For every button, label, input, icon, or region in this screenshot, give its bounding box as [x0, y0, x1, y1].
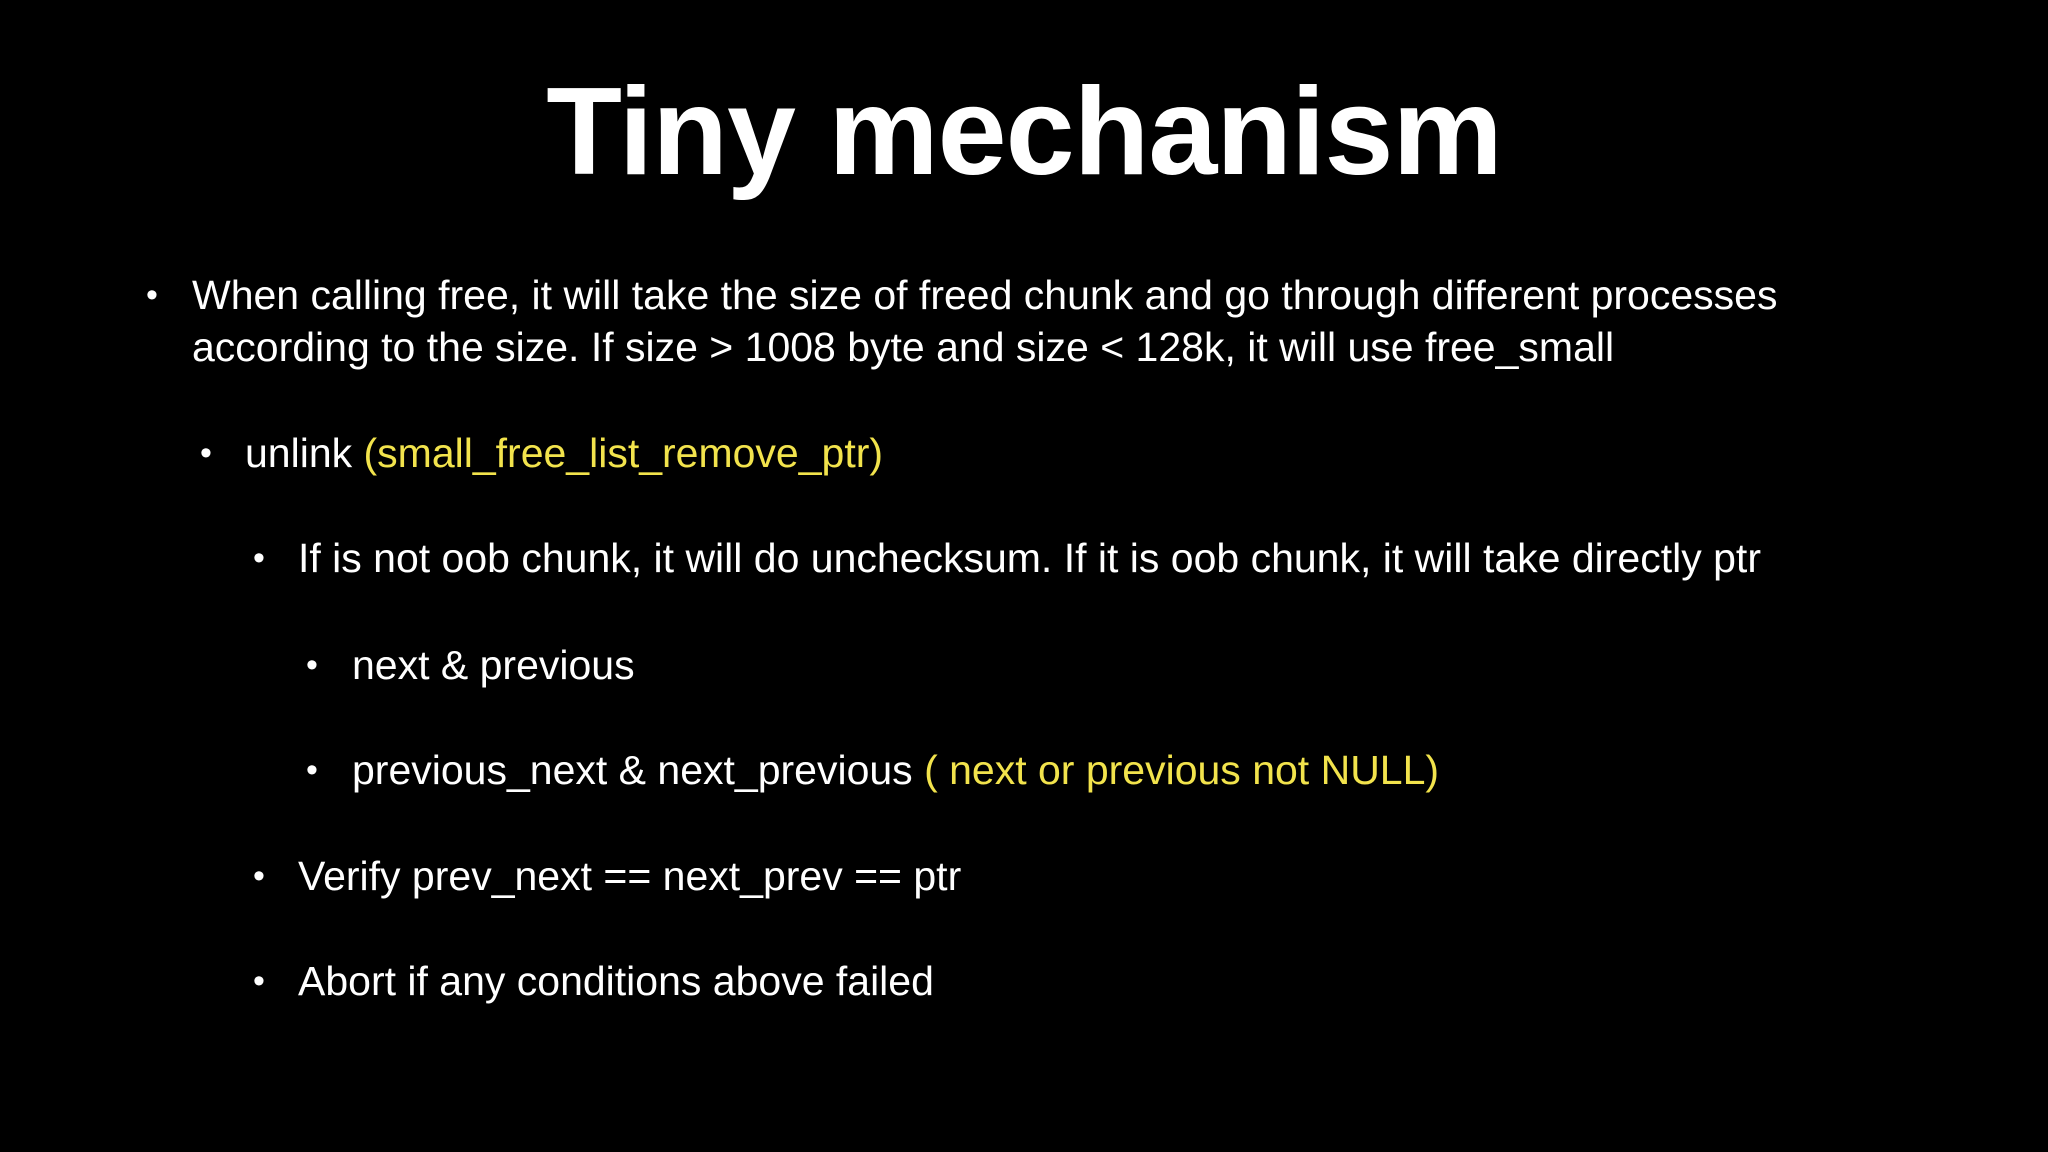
- bullet-dot: •: [200, 434, 212, 472]
- bullet-item-free-size: [192, 269, 1992, 373]
- bullet-dot: •: [253, 857, 265, 895]
- bullet-text: next & previous: [352, 642, 635, 688]
- bullet-item-abort: [298, 955, 934, 1007]
- bullet-dot: •: [306, 751, 318, 789]
- bullet-text: previous_next & next_previous: [352, 747, 925, 793]
- bullet-text-line: When calling free, it will take the size of freed chunk and go through different processes: [192, 272, 1778, 318]
- bullet-item-next-previous: [352, 639, 635, 691]
- bullet-item-verify: [298, 850, 961, 902]
- bullet-text-line: according to the size. If size > 1008 byte and size < 128k, it will use free_small: [192, 324, 1615, 370]
- bullet-dot: •: [253, 962, 265, 1000]
- bullet-text: Abort if any conditions above failed: [298, 958, 934, 1004]
- bullet-dot: •: [253, 539, 265, 577]
- bullet-text: unlink: [245, 430, 364, 476]
- bullet-dot: •: [146, 276, 158, 314]
- bullet-item-oob-chunk: [298, 532, 1761, 584]
- highlight-function-name: (small_free_list_remove_ptr): [363, 430, 884, 476]
- bullet-item-unlink: [245, 427, 883, 479]
- bullet-item-previous-next: [352, 744, 1439, 796]
- bullet-text: Verify prev_next == next_prev == ptr: [298, 853, 962, 899]
- bullet-text: If is not oob chunk, it will do unchecksum. If it is oob chunk, it will take directly ptr: [298, 535, 1761, 581]
- slide-title: Tiny mechanism: [546, 63, 1502, 201]
- bullet-dot: •: [306, 646, 318, 684]
- highlight-condition: ( next or previous not NULL): [924, 747, 1440, 793]
